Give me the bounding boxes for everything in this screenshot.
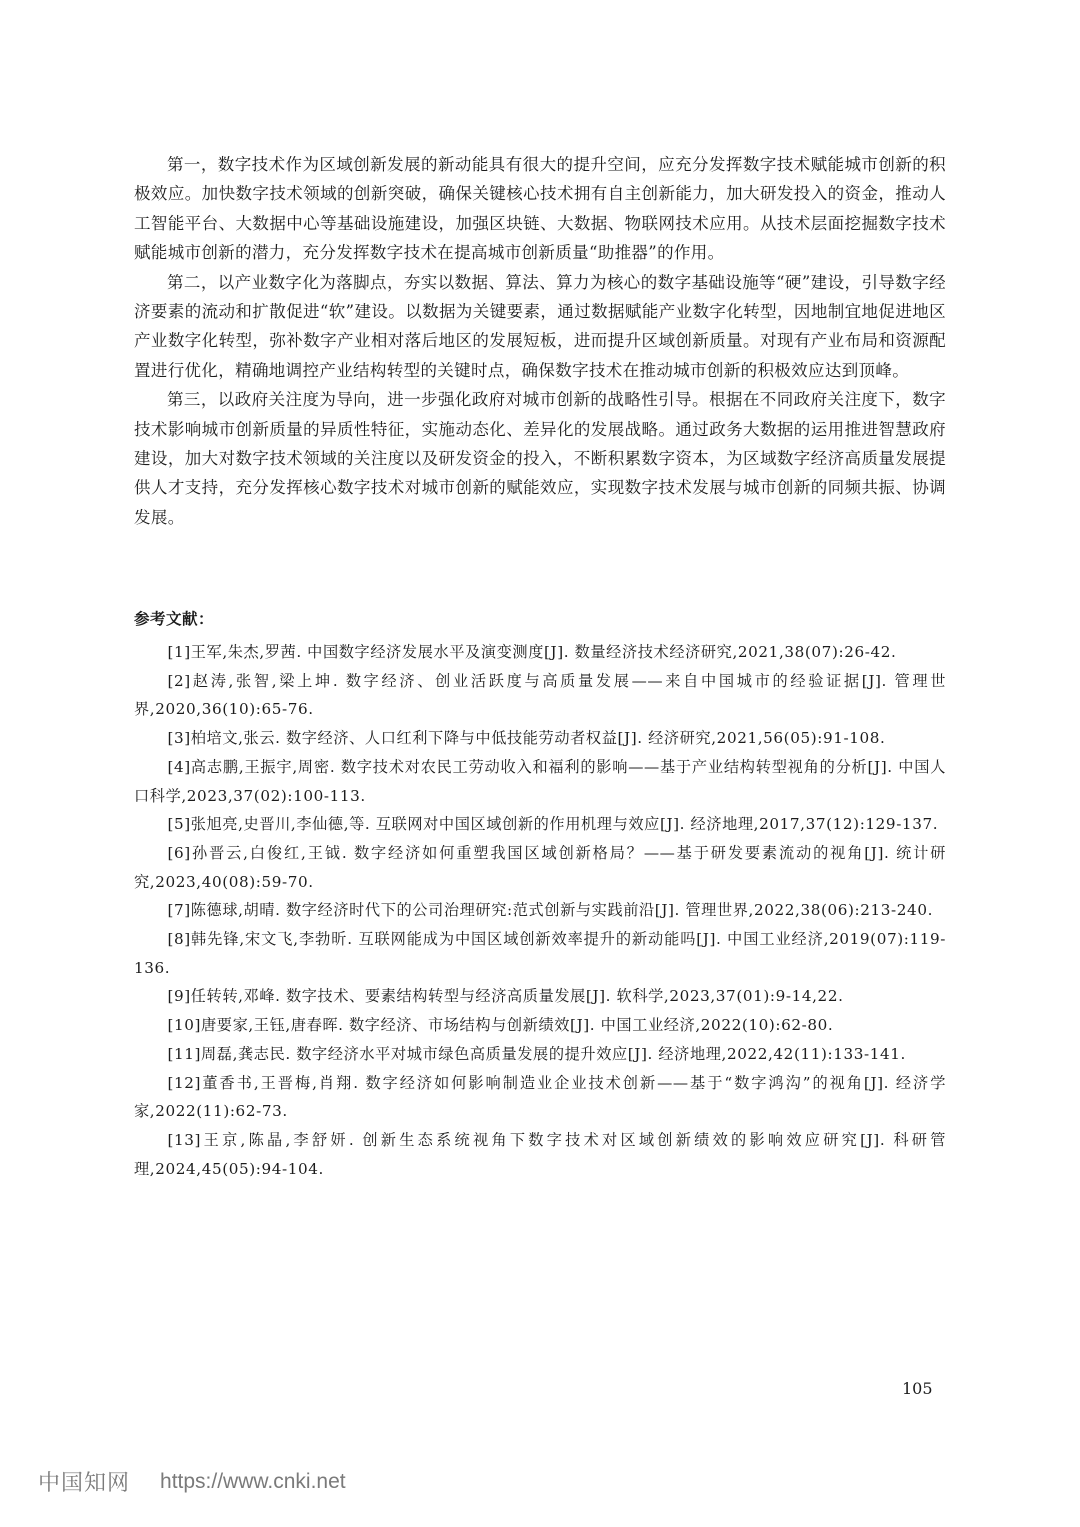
reference-item-11: [11]周磊,龚志民. 数字经济水平对城市绿色高质量发展的提升效应[J]. 经济地理,2022,42(11):133-141. bbox=[167, 1044, 906, 1063]
reference-item-7: [7]陈德球,胡晴. 数字经济时代下的公司治理研究:范式创新与实践前沿[J]. 管理世界,2022,38(06):213-240. bbox=[167, 901, 934, 920]
reference-item-4: [4]高志鹏,王振宇,周密. 数字技术对农民工劳动收入和福利的影响——基于产业结构转型视角的分析[J]. 中国人口科学,2023,37(02):100-113. bbox=[134, 757, 946, 805]
references-heading: 参考文献： bbox=[134, 609, 215, 628]
reference-item-1: [1]王军,朱杰,罗茜. 中国数字经济发展水平及演变测度[J]. 数量经济技术经济研究,2021,38(07):26-42. bbox=[167, 643, 897, 661]
reference-item-8: [8]韩先锋,宋文飞,李勃昕. 互联网能成为中国区域创新效率提升的新动能吗[J]. 中国工业经济,2019(07):119-136. bbox=[134, 930, 946, 977]
paragraph-2: 第二，以产业数字化为落脚点，夯实以数据、算法、算力为核心的数字基础设施等“硬”建设，引导数字经济要素的流动和扩散促进“软”建设。以数据为关键要素，通过数据赋能产业数字化转型，因地制宜地促进地区产业数字化转型，弥补数字产业相对落后地区的发展短板，进而提升区域创新质量。对现有产业布局和资源配置进行优化，精确地调控产业结构转型的关键时点，确保数字技术在推动城市创新的积极效应达到顶峰。 bbox=[134, 272, 946, 380]
watermark-url: https://www.cnki.net bbox=[160, 1469, 346, 1493]
reference-item-3: [3]柏培文,张云. 数字经济、人口红利下降与中低技能劳动者权益[J]. 经济研究,2021,56(05):91-108. bbox=[167, 729, 886, 748]
watermark-brand: 中国知网 bbox=[38, 1470, 131, 1495]
references-section bbox=[134, 606, 946, 1183]
reference-item-6: [6]孙晋云,白俊红,王钺. 数字经济如何重塑我国区域创新格局？——基于研发要素流动的视角[J]. 统计研究,2023,40(08):59-70. bbox=[134, 843, 946, 891]
reference-item-10: [10]唐要家,王钰,唐春晖. 数字经济、市场结构与创新绩效[J]. 中国工业经济,2022(10):62-80. bbox=[167, 1016, 834, 1035]
paragraph-3: 第三，以政府关注度为导向，进一步强化政府对城市创新的战略性引导。根据在不同政府关注度下，数字技术影响城市创新质量的异质性特征，实施动态化、差异化的发展战略。通过政务大数据的运用推进智慧政府建设，加大对数字技术领域的关注度以及研发资金的投入，不断积累数字资本，为区域数字经济高质量发展提供人才支持，充分发挥核心数字技术对城市创新的赋能效应，实现数字技术发展与城市创新的同频共振、协调发展。 bbox=[134, 390, 946, 527]
reference-item-5: [5]张旭亮,史晋川,李仙德,等. 互联网对中国区域创新的作用机理与效应[J]. 经济地理,2017,37(12):129-137. bbox=[167, 815, 939, 834]
reference-item-9: [9]任转转,邓峰. 数字技术、要素结构转型与经济高质量发展[J]. 软科学,2023,37(01):9-14,22. bbox=[167, 987, 844, 1006]
reference-item-12: [12]董香书,王晋梅,肖翔. 数字经济如何影响制造业企业技术创新——基于“数字鸿沟”的视角[J]. 经济学家,2022(11):62-73. bbox=[134, 1073, 946, 1121]
reference-item-2: [2]赵涛,张智,梁上坤. 数字经济、创业活跃度与高质量发展——来自中国城市的经验证据[J]. 管理世界,2020,36(10):65-76. bbox=[134, 671, 946, 719]
cnki-watermark bbox=[38, 1466, 346, 1497]
page-number: 105 bbox=[902, 1379, 933, 1398]
paragraph-1: 第一，数字技术作为区域创新发展的新动能具有很大的提升空间，应充分发挥数字技术赋能城市创新的积极效应。加快数字技术领域的创新突破，确保关键核心技术拥有自主创新能力，加大研发投入的资金，推动人工智能平台、大数据中心等基础设施建设，加强区块链、大数据、物联网技术应用。从技术层面挖掘数字技术赋能城市创新的潜力，充分发挥数字技术在提高城市创新质量“助推器”的作用。 bbox=[134, 155, 946, 263]
reference-item-13: [13]王京,陈晶,李舒妍. 创新生态系统视角下数字技术对区域创新绩效的影响效应研究[J]. 科研管理,2024,45(05):94-104. bbox=[134, 1130, 946, 1178]
body-text bbox=[134, 150, 946, 532]
